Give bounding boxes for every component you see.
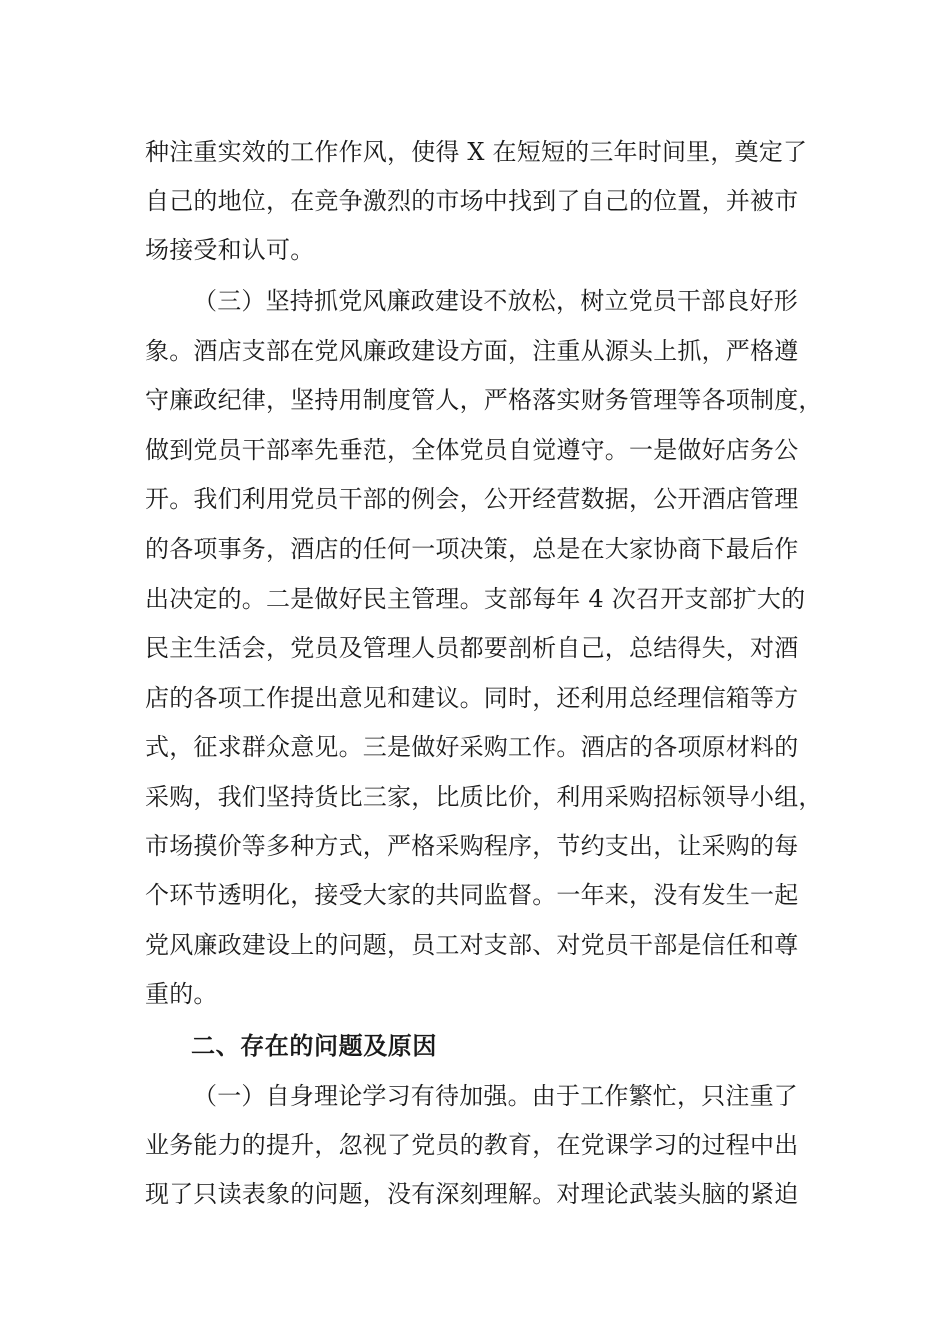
text-line: （三）坚持抓党风廉政建设不放松，树立党员干部良好形 (193, 287, 798, 315)
text-line: 党风廉政建设上的问题，员工对支部、对党员干部是信任和尊 (145, 931, 799, 959)
text-line: （一）自身理论学习有待加强。由于工作繁忙，只注重了 (193, 1082, 798, 1110)
section-heading: 二、存在的问题及原因 (191, 1032, 437, 1060)
text-line: 重的。 (145, 980, 218, 1008)
text-line: 开。我们利用党员干部的例会，公开经营数据，公开酒店管理 (145, 485, 799, 513)
text-line: 民主生活会，党员及管理人员都要剖析自己，总结得失，对酒 (145, 634, 799, 662)
text-line: 出决定的。二是做好民主管理。支部每年 4 次召开支部扩大的 (145, 585, 806, 613)
text-line: 现了只读表象的问题，没有深刻理解。对理论武装头脑的紧迫 (145, 1180, 799, 1208)
text-line: 自己的地位，在竞争激烈的市场中找到了自己的位置，并被市 (145, 187, 799, 215)
text-line: 店的各项工作提出意见和建议。同时，还利用总经理信箱等方 (145, 684, 799, 712)
text-line: 守廉政纪律，坚持用制度管人，严格落实财务管理等各项制度， (145, 386, 823, 414)
text-line: 做到党员干部率先垂范，全体党员自觉遵守。一是做好店务公 (145, 436, 799, 464)
text-line: 采购，我们坚持货比三家，比质比价，利用采购招标领导小组， (145, 783, 823, 811)
text-line: 式，征求群众意见。三是做好采购工作。酒店的各项原材料的 (145, 733, 799, 761)
text-line: 场接受和认可。 (145, 236, 315, 264)
text-line: 种注重实效的工作作风，使得 X 在短短的三年时间里，奠定了 (145, 138, 808, 166)
text-line: 业务能力的提升，忽视了党员的教育，在党课学习的过程中出 (145, 1131, 799, 1159)
text-line: 市场摸价等多种方式，严格采购程序，节约支出，让采购的每 (145, 832, 799, 860)
text-line: 个环节透明化，接受大家的共同监督。一年来，没有发生一起 (145, 881, 799, 909)
text-line: 象。酒店支部在党风廉政建设方面，注重从源头上抓，严格遵 (145, 337, 799, 365)
text-line: 的各项事务，酒店的任何一项决策，总是在大家协商下最后作 (145, 535, 799, 563)
